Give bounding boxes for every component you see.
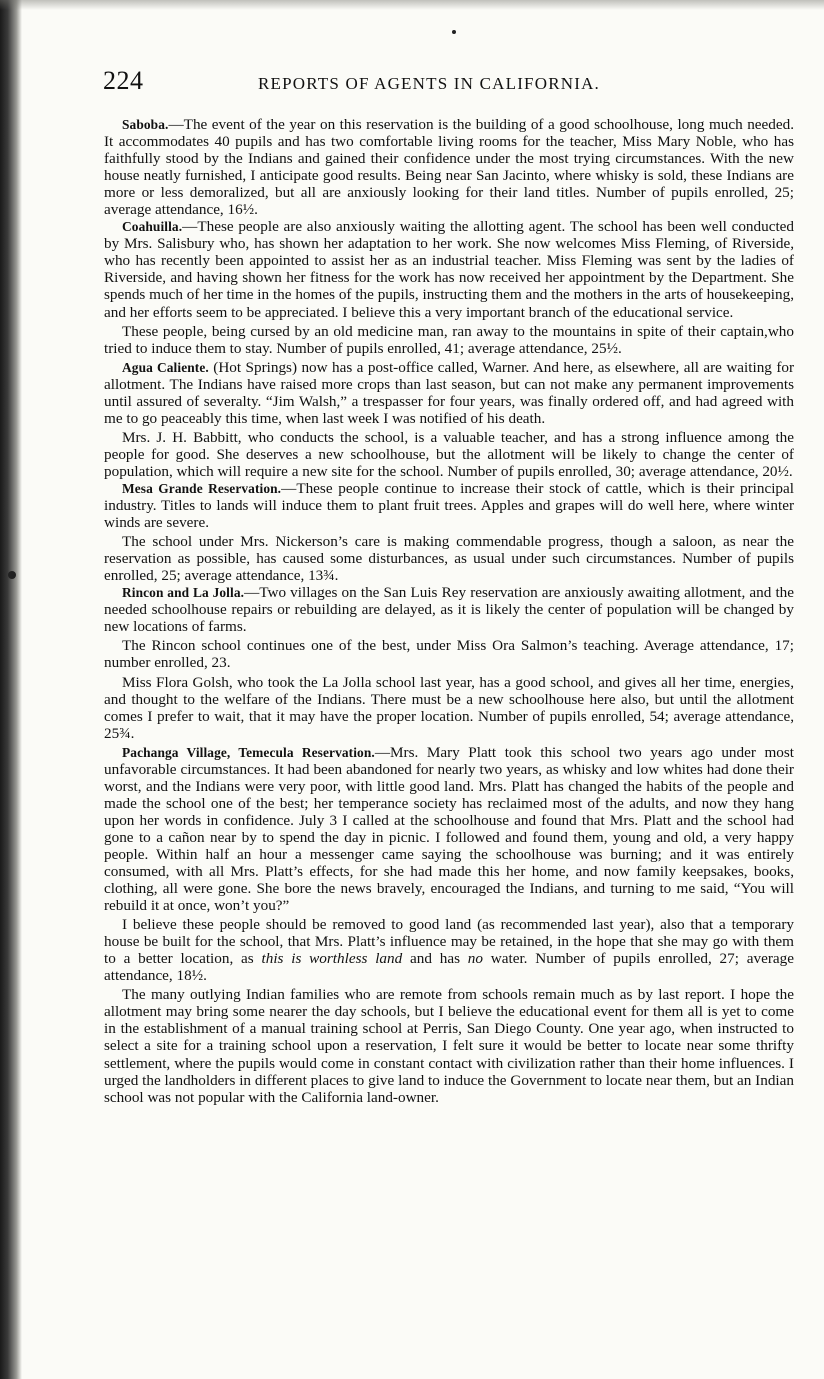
- section-heading: Pachanga Village, Temecula Reservation.: [122, 744, 375, 760]
- section-heading: Saboba.: [122, 117, 169, 132]
- paragraph-text: These people are also anxiously waiting the allotting agent. The school has been well conducted by Mrs. Salisbury who, has shown her adaptation to her work. She now welcomes Miss Fleming, of Riverside, who has recently been appointed to assist her as an industrial teacher. Miss Fleming was sent by the ladies of Riverside, and having shown her fitness for the work has now received her appointment by the Department. She spends much of her time in the homes of the pupils, instructing them and the mothers in the arts of housekeeping, and her efforts seem to be appreciated. I believe this a very important branch of the educational service.: [104, 218, 794, 321]
- scan-edge-shadow: [0, 0, 22, 1379]
- paragraph-text: Two villages on the San Luis Rey reservation are anxiously awaiting allotment, and the needed schoolhouse repairs or rebuilding are delayed, as it is likely the center of population will be changed by new locations of farms.: [104, 584, 795, 636]
- section-heading: Coahuilla.: [122, 219, 183, 235]
- paragraph: Pachanga Village, Temecula Reservation.—Mrs. Mary Platt took this school two years ago under most unfavorable circumstances. It had been abandoned for nearly two years, as whisky and low whites had done their worst, and the Indians were very poor, with little good land. Mrs. Platt has changed the habits of the people and made the school one of the best; her temperance society has reclaimed most of the adults, and now they hang upon her words in confidence. July 3 I called at the schoolhouse and found that Mrs. Platt and the school had gone to a cañon near by to spend the day in picnic. I followed and found them, young and old, a very happy people. Within half an hour a messenger came saying the schoolhouse was burning; and it was entirely consumed, with all Mrs. Platt’s effects, for she had made this her home, and now family keepsakes, books, clothing, all were gone. She bore the news bravely, encouraged the Indians, and turning to me said, “You will rebuild it at once, won’t you?”: [104, 743, 794, 915]
- section-heading: Rincon and La Jolla.: [122, 585, 245, 601]
- paragraph: Coahuilla.—These people are also anxiously waiting the allotting agent. The school has been well conducted by Mrs. Salisbury who, has shown her adaptation to her work. She now welcomes Miss Fleming, of Riverside, who has recently been appointed to assist her as an industrial teacher. Miss Fleming was sent by the ladies of Riverside, and having shown her fitness for the work has now received her appointment by the Department. She spends much of her time in the homes of the pupils, instructing them and the mothers in the arts of housekeeping, and her efforts seem to be appreciated. I believe this a very important branch of the educational service.: [104, 218, 794, 321]
- paragraph-text: The event of the year on this reservation is the building of a good schoolhouse, long much needed. It accommodates 40 pupils and has two comfortable living rooms for the teacher, Miss Mary Noble, who has faithfully stood by the Indians and gained their confidence under the most trying circumstances. With the new house neatly furnished, I anticipate good results. Being near San Jacinto, where whisky is sold, these Indians are more or less demoralized, but all are anxiously looking for their land titles. Number of pupils enrolled, 25; average attendance, 16½.: [104, 116, 794, 219]
- scan-top-shadow: [0, 0, 824, 10]
- paragraph-text: These people continue to increase their stock of cattle, which is their principal industry. Titles to lands will induce them to plant fruit trees. Apples and grapes will do well here, where winter winds are severe.: [104, 479, 794, 532]
- paragraph: [104, 674, 794, 742]
- paragraph-text: I believe these people should be removed to good land (as recommended last year), also that a temporary house be built for the school, that Mrs. Platt’s influence may be retained, in the hope that she may go with them to a better location, as: [104, 916, 794, 968]
- paragraph: Mesa Grande Reservation.—These people continue to increase their stock of cattle, which is their principal industry. Titles to lands will induce them to plant fruit trees. Apples and grapes will do well here, where winter winds are severe.: [104, 479, 794, 532]
- paragraph: [104, 637, 794, 671]
- paragraph-text: The Rincon school continues one of the best, under Miss Ora Salmon’s teaching. Average attendance, 17; number enrolled, 23.: [104, 637, 794, 672]
- paragraph-text: Mrs. J. H. Babbitt, who conducts the school, is a valuable teacher, and has a strong influence among the people for good. She deserves a new schoolhouse, but the allotment will be likely to change the center of population, which will require a new site for the school. Number of pupils enrolled, 30; average attendance, 20½.: [104, 428, 794, 480]
- paragraph-text: Mrs. Mary Platt took this school two years ago under most unfavorable circumstances. It had been abandoned for nearly two years, as whisky and low whites had done their worst, and the Indians were very poor, with little good land. Mrs. Platt has changed the habits of the people and made the school one of the best; her temperance society has reclaimed most of the adults, and now they hang upon her words in confidence. July 3 I called at the schoolhouse and found that Mrs. Platt and the school had gone to a cañon near by to spend the day in picnic. I followed and found them, young and old, a very happy people. Within half an hour a messenger came saying the schoolhouse was burning; and it was entirely consumed, with all Mrs. Platt’s effects, for she had made this her home, and now family keepsakes, books, clothing, all were gone. She bore the news bravely, encouraged the Indians, and turning to me said, “You will rebuild it at once, won’t you?”: [104, 743, 794, 915]
- section-heading: Mesa Grande Reservation.: [122, 480, 282, 496]
- paragraph: [104, 429, 794, 480]
- emphasis-text: this is worthless land: [261, 950, 403, 968]
- paragraph: [104, 359, 794, 427]
- paragraph: [104, 533, 794, 584]
- paragraph-text: Miss Flora Golsh, who took the La Jolla school last year, has a good school, and gives all her time, energies, and thought to the welfare of the Indians. There must be a new schoolhouse here also, but until the allotment comes I prefer to wait, that it may have the proper location. Number of pupils enrolled, 54; average attendance, 25¾.: [104, 673, 794, 742]
- paragraph: [104, 986, 794, 1105]
- paragraph: I believe these people should be removed to good land (as recommended last year), also that a temporary house be built for the school, that Mrs. Platt’s influence may be retained, in the hope that she may go with them to a better location, as this is worthless land and has no water. Number of pupils enrolled, 27; average attendance, 18½.: [104, 916, 794, 985]
- section-heading: Agua Caliente.: [122, 359, 209, 375]
- paragraph: Saboba.—The event of the year on this reservation is the building of a good schoolhouse, long much needed. It accommodates 40 pupils and has two comfortable living rooms for the teacher, Miss Mary Noble, who has faithfully stood by the Indians and gained their confidence under the most trying circumstances. With the new house neatly furnished, I anticipate good results. Being near San Jacinto, where whisky is sold, these Indians are more or less demoralized, but all are anxiously looking for their land titles. Number of pupils enrolled, 25; average attendance, 16½.: [104, 116, 794, 219]
- scan-speck: [452, 30, 456, 34]
- page-header: [0, 66, 824, 96]
- page-number: 224: [103, 66, 144, 95]
- emphasis-text: no: [467, 950, 483, 968]
- paragraph-text: (Hot Springs) now has a post-office called, Warner. And here, as elsewhere, all are waiting for allotment. The Indians have raised more crops than last season, but can not make any permanent improvements until assured of severalty. “Jim Walsh,” a trespasser for four years, was finally ordered off, and had agreed with me to go peaceably this time, when last week I was notified of his death.: [104, 358, 795, 427]
- running-head: REPORTS OF AGENTS IN CALIFORNIA.: [258, 74, 600, 93]
- report-body: [104, 116, 794, 1106]
- paragraph-text: The school under Mrs. Nickerson’s care is making commendable progress, though a saloon, as near the reservation as possible, has caused some disturbances, as usual under such circumstances. Number of pupils enrolled, 25; average attendance, 13¾.: [104, 533, 794, 585]
- paragraph: Rincon and La Jolla.—Two villages on the San Luis Rey reservation are anxiously awaiting allotment, and the needed schoolhouse repairs or rebuilding are delayed, as it is likely the center of population will be changed by new locations of farms.: [104, 584, 795, 636]
- paragraph: [104, 323, 794, 357]
- paragraph-text: These people, being cursed by an old medicine man, ran away to the mountains in spite of their captain,who tried to induce them to stay. Number of pupils enrolled, 41; average attendance, 25½.: [104, 322, 794, 357]
- paragraph-text: The many outlying Indian families who are remote from schools remain much as by last report. I hope the allotment may bring some nearer the day schools, but I believe the educational event for them all is yet to come in the establishment of a manual training school at Perris, San Diego County. One year ago, when instructed to select a site for a training school upon a reservation, I felt sure it would be better to locate near some thrifty settlement, where the pupils would come in constant contact with civilization rather than their home influences. I urged the landholders in different places to give land to induce the Government to locate near them, but an Indian school was not popular with the California land-owner.: [104, 986, 794, 1106]
- margin-mark: [8, 571, 16, 579]
